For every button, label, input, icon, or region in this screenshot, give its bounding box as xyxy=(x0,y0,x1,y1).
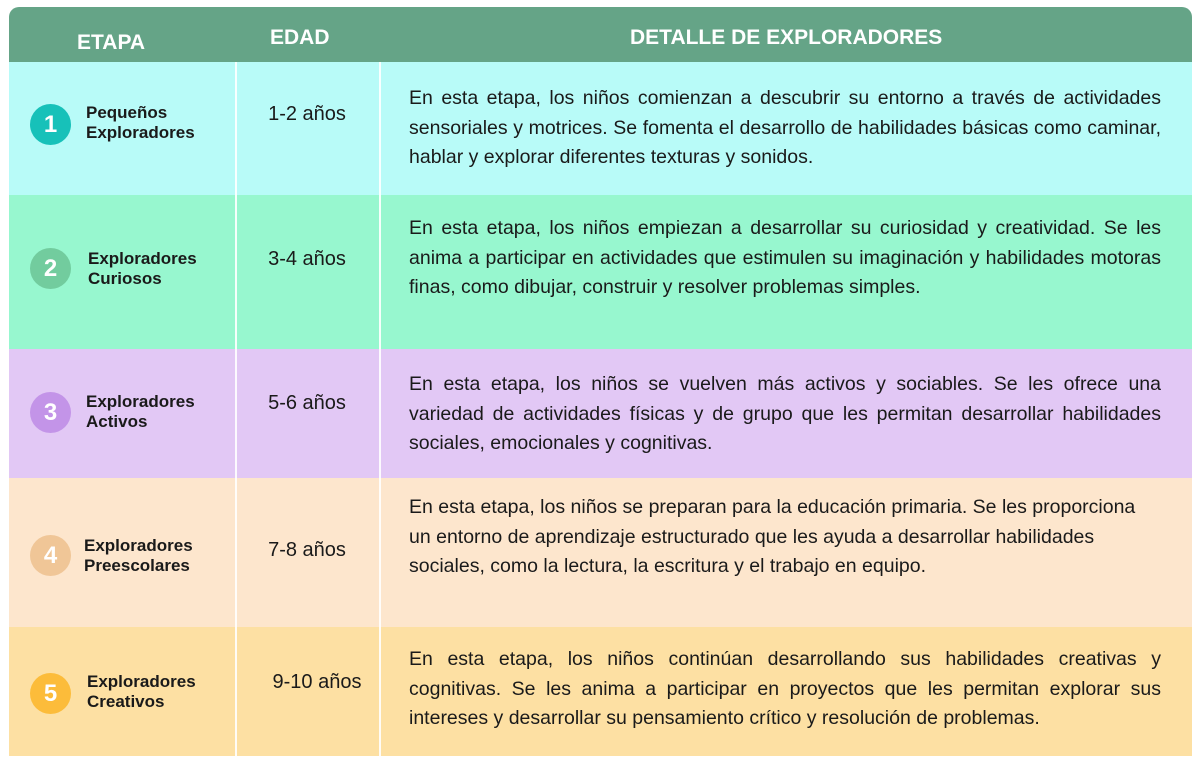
stage-age: 5-6 años xyxy=(268,392,346,414)
column-divider xyxy=(379,349,381,478)
stage-detail: En esta etapa, los niños continúan desarrollando sus habilidades creativas y cognitivas. Se les anima a participar en proyectos que les permitan explorar sus intereses y desarrollar su pensamiento crítico y resolución de problemas. xyxy=(409,648,1161,729)
header-edad: EDAD xyxy=(270,26,330,49)
stage-detail: En esta etapa, los niños se vuelven más activos y sociables. Se les ofrece una variedad de actividades físicas y de grupo que les permitan desarrollar habilidades sociales, emocionales y cognitivas. xyxy=(409,373,1161,454)
stage-name-line2: Creativos xyxy=(87,692,165,711)
stage-detail: En esta etapa, los niños empiezan a desarrollar su curiosidad y creatividad. Se les anima a participar en actividades que estimulen su imaginación y habilidades motoras finas, como dibujar, construir y resolver problemas simples. xyxy=(409,217,1161,298)
stage-name xyxy=(84,536,232,576)
stage-age: 7-8 años xyxy=(268,539,346,561)
stage-name-line1: Exploradores xyxy=(87,672,196,691)
header-detalle: DETALLE DE EXPLORADORES xyxy=(630,26,943,49)
stage-name xyxy=(88,249,236,289)
header-etapa: ETAPA xyxy=(77,31,146,54)
table-row-5 xyxy=(9,627,1192,756)
exploradores-table xyxy=(9,7,1192,756)
stage-age: 3-4 años xyxy=(268,248,346,270)
column-divider xyxy=(379,195,381,349)
stage-age: 9-10 años xyxy=(272,671,362,693)
stage-number-badge: 5 xyxy=(30,673,71,714)
stage-name-line2: Curiosos xyxy=(88,269,162,288)
column-divider xyxy=(379,478,381,627)
stage-name xyxy=(86,103,234,143)
stage-number-badge: 1 xyxy=(30,104,71,145)
table-row-2 xyxy=(9,195,1192,349)
stage-name-line2: Activos xyxy=(86,412,148,431)
stage-name xyxy=(87,672,235,712)
stage-name-line1: Exploradores xyxy=(84,536,193,555)
stage-number-badge: 4 xyxy=(30,535,71,576)
stage-detail: En esta etapa, los niños comienzan a descubrir su entorno a través de actividades sensoriales y motrices. Se fomenta el desarrollo de habilidades básicas como caminar, hablar y explorar diferentes texturas y sonidos. xyxy=(409,87,1161,168)
stage-name-line1: Exploradores xyxy=(86,392,195,411)
stage-number-badge: 3 xyxy=(30,392,71,433)
stage-name-line1: Pequeños xyxy=(86,103,168,122)
stage-name-line2: Preescolares xyxy=(84,556,190,575)
stage-detail: En esta etapa, los niños se preparan para la educación primaria. Se les proporciona un entorno de aprendizaje estructurado que les ayuda a desarrollar habilidades sociales, como la lectura, la escritura y el trabajo en equipo. xyxy=(409,496,1136,577)
stage-name-line1: Exploradores xyxy=(88,249,197,268)
stage-number-badge: 2 xyxy=(30,248,71,289)
table-row-3 xyxy=(9,349,1192,478)
column-divider xyxy=(379,62,381,195)
stage-name-line2: Exploradores xyxy=(86,123,195,142)
stage-name xyxy=(86,392,234,432)
table-row-1 xyxy=(9,62,1192,195)
table-header xyxy=(9,7,1192,62)
column-divider xyxy=(235,62,237,195)
table-row-4 xyxy=(9,478,1192,627)
column-divider xyxy=(235,627,237,756)
stage-age: 1-2 años xyxy=(268,103,346,125)
